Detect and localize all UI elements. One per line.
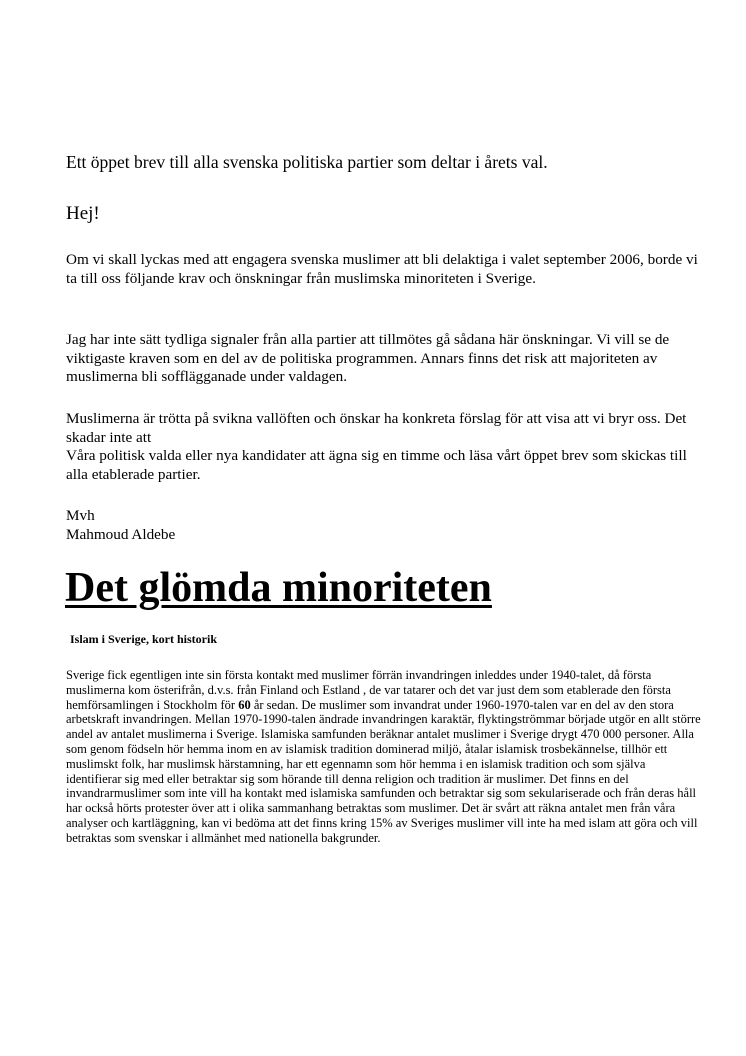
letter-paragraph-3	[66, 410, 706, 484]
letter-closing: Mvh	[66, 507, 95, 524]
letter-greeting: Hej!	[66, 203, 100, 224]
article-subheading: Islam i Sverige, kort historik	[70, 632, 217, 646]
letter-paragraph-1: Om vi skall lyckas med att engagera svenska muslimer att bli delaktiga i valet september 2006, borde vi ta till oss följande krav och önskningar från muslimska minoriteten i Sverige.	[66, 251, 698, 287]
article-body-part-2: år sedan. De muslimer som invandrat under 1960-1970-talen var en del av den stora arbetskraft invandringen. Mellan 1970-1990-talen ändrade invandringen karaktär, flyktingströmmar började utgör en allt större andel av antalet muslimerna i Sverige. Islamiska samfunden beräknar antalet muslimer i Sverige drygt 470 000 personer. Alla som genom födseln hör hemma inom en av islamisk tradition dominerad miljö, åtalar islamisk trosbekännelse, tillhör ett muslimskt folk, har muslimsk härstamning, har ett egennamn som hör hemma i en islamisk tradition och som själva identifierar sig med eller betraktar sig som hörande till denna religion och tradition är muslimer. Det finns en del invandrarmuslimer som inte vill ha kontakt med islamiska samfunden och betraktar sig som sekulariserade och från deras håll har också hörts protester över att i olika sammanhang betraktas som muslimer. Det är svårt att räkna antalet men från våra analyser och kartläggning, kan vi bedöma att det finns kring 15% av Sveriges muslimer vill inte ha med islam att göra och vill betraktas som svenskar i allmänhet med nationella bakgrunder.	[66, 697, 701, 845]
article-body-part-1: Sverige fick egentligen inte sin första kontakt med muslimer förrän invandringen inleddes under 1940-talet, då första muslimerna kom österifrån, d.v.s. från Finland och Estland , de var tatarer och det var just dem som etablerade den första hemförsamlingen i Stockholm för	[66, 668, 671, 712]
letter-heading: Ett öppet brev till alla svenska politiska partier som deltar i årets val.	[66, 152, 548, 172]
article-title: Det glömda minoriteten	[65, 565, 492, 611]
letter-signature: Mahmoud Aldebe	[66, 525, 176, 543]
article-body-bold-number: 60	[238, 697, 251, 712]
letter-paragraph-2: Jag har inte sätt tydliga signaler från alla partier att tillmötes gå sådana här önskningar. Vi vill se de viktigaste kraven som en del av de politiska programmen. Annars finns det risk att majoriteten av muslimerna bli sofflägganade under valdagen.	[66, 331, 670, 385]
letter-paragraph-3-line-2: Våra politisk valda eller nya kandidater att ägna sig en timme och läsa vårt öppet brev som skickas till alla etablerade partier.	[66, 447, 687, 483]
letter-signature-block	[66, 507, 175, 544]
article-body	[66, 668, 702, 846]
letter-paragraph-3-line-1: Muslimerna är trötta på svikna vallöften och önskar ha konkreta förslag för att visa att vi bryr oss. Det skadar inte att	[66, 410, 687, 446]
